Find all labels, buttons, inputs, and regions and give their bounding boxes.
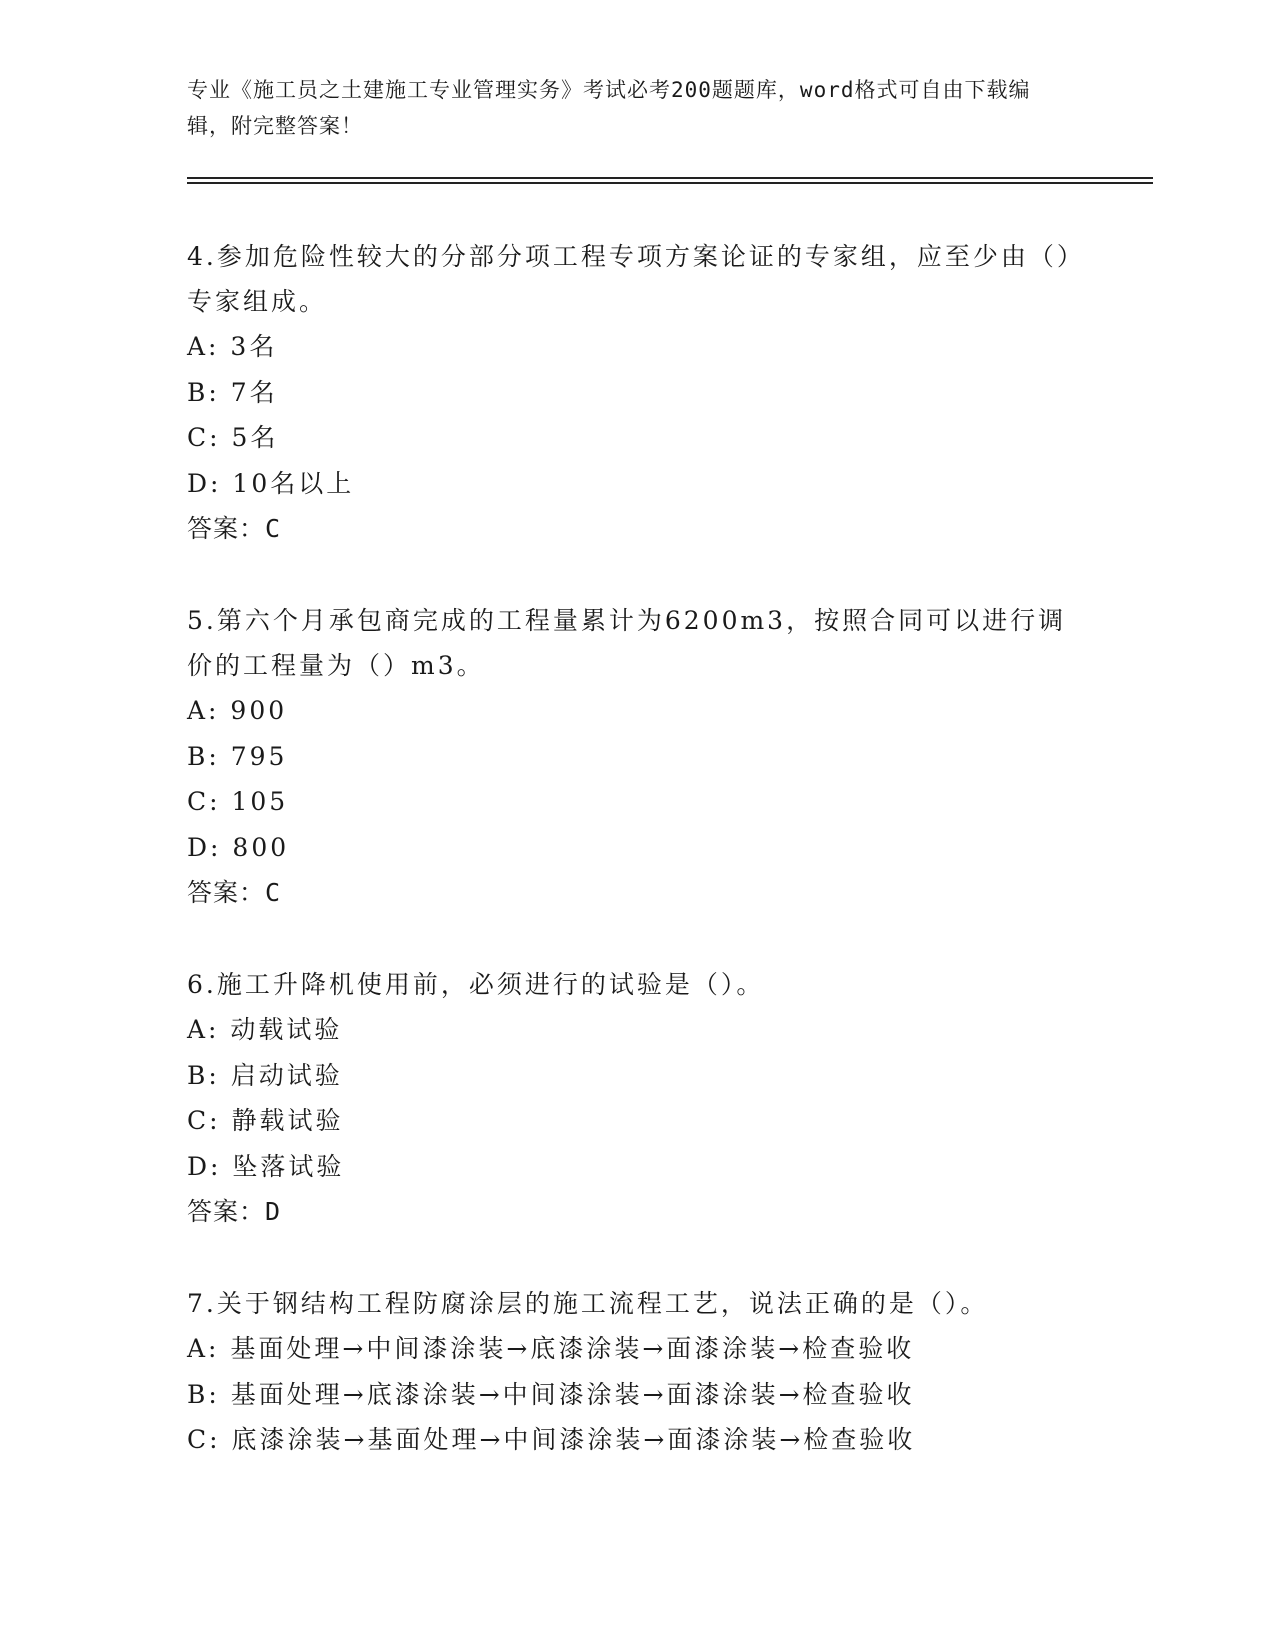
question-stem: 7.关于钢结构工程防腐涂层的施工流程工艺，说法正确的是（）。 bbox=[187, 1289, 989, 1318]
option-d: D: 坠落试验 bbox=[187, 1151, 345, 1181]
option-d: D: 800 bbox=[187, 832, 290, 862]
option-a: A: 3名 bbox=[187, 332, 278, 361]
question-4 bbox=[187, 234, 1087, 552]
question-stem: 5.第六个月承包商完成的工程量累计为6200m3，按照合同可以进行调价的工程量为（）m3。 bbox=[187, 606, 1067, 680]
document-header: 专业《施工员之土建施工专业管理实务》考试必考200题题库，word格式可自由下载编辑，附完整答案！ bbox=[187, 78, 1031, 138]
answer-line: 答案：D bbox=[187, 1197, 282, 1226]
answer-line: 答案：C bbox=[187, 878, 282, 907]
option-a: A: 900 bbox=[187, 696, 288, 725]
option-b: B: 基面处理→底漆涂装→中间漆涂装→面漆涂装→检查验收 bbox=[187, 1379, 915, 1409]
header-divider-bottom bbox=[187, 182, 1153, 184]
answer-line: 答案：C bbox=[187, 514, 282, 543]
header-divider-top bbox=[187, 177, 1153, 179]
option-d: D: 10名以上 bbox=[187, 468, 355, 498]
option-c: C: 5名 bbox=[187, 423, 279, 452]
option-c: C: 底漆涂装→基面处理→中间漆涂装→面漆涂装→检查验收 bbox=[187, 1425, 916, 1454]
option-a: A: 动载试验 bbox=[187, 1015, 343, 1044]
question-stem: 6.施工升降机使用前，必须进行的试验是（）。 bbox=[187, 970, 765, 999]
question-7 bbox=[187, 1281, 1087, 1463]
option-a: A: 基面处理→中间漆涂装→底漆涂装→面漆涂装→检查验收 bbox=[187, 1334, 915, 1363]
option-c: C: 105 bbox=[187, 787, 289, 816]
option-c: C: 静载试验 bbox=[187, 1106, 344, 1135]
option-b: B: 7名 bbox=[187, 377, 278, 407]
option-b: B: 795 bbox=[187, 741, 288, 771]
question-6 bbox=[187, 962, 1087, 1235]
question-5 bbox=[187, 598, 1087, 916]
option-b: B: 启动试验 bbox=[187, 1060, 343, 1090]
question-stem: 4.参加危险性较大的分部分项工程专项方案论证的专家组，应至少由（）专家组成。 bbox=[187, 242, 1085, 316]
